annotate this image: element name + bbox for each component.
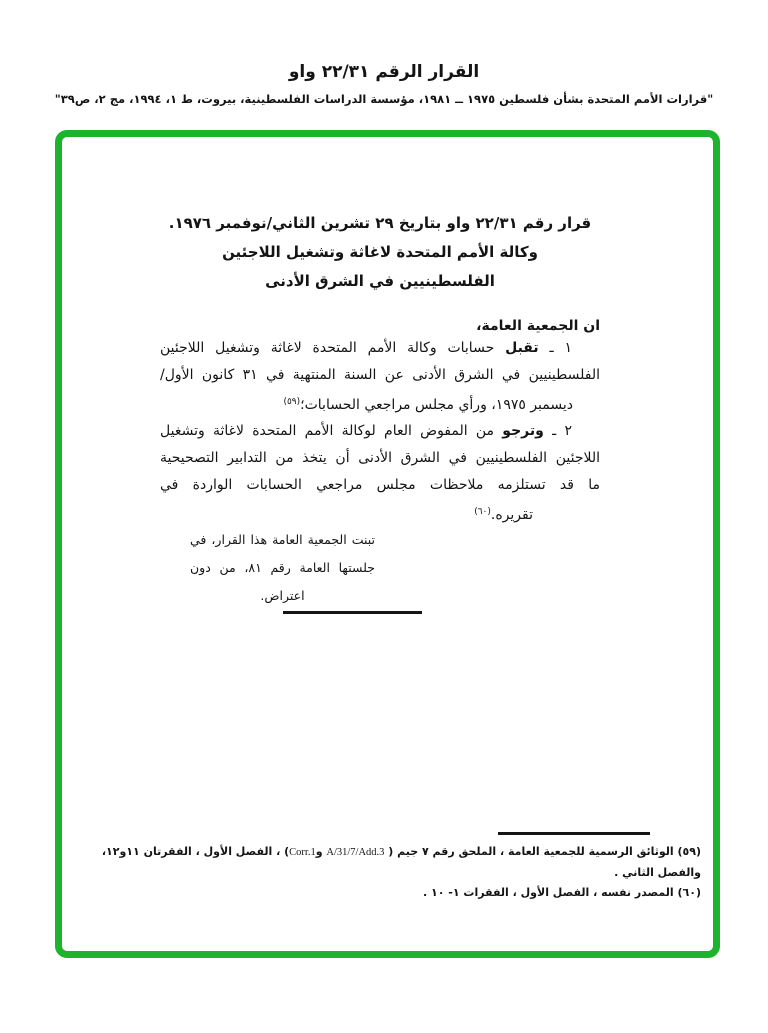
paragraph-1-number: ١ ـ xyxy=(538,340,572,356)
resolution-heading-line-2: وكالة الأمم المتحدة لاغاثة وتشغيل اللاجئين xyxy=(222,243,538,261)
resolution-heading xyxy=(160,209,600,296)
paragraph-2-line-4 xyxy=(160,499,600,529)
paragraph-1-keyword: تقبل xyxy=(505,340,539,356)
footnote-divider xyxy=(498,832,650,835)
footnotes xyxy=(64,842,701,903)
paragraph-1-line-1-text: حسابات وكالة الأمم المتحدة لاغاثة وتشغيل اللاجئين xyxy=(160,340,506,356)
content-end-divider xyxy=(283,611,422,614)
footnote-59 xyxy=(64,842,701,883)
preamble-text: ان الجمعية العامة، xyxy=(476,318,600,334)
adoption-note xyxy=(190,526,375,610)
resolution-heading-line-1: قرار رقم ٢٢/٣١ واو بتاريخ ٢٩ تشرين الثاني/نوفمبر ١٩٧٦. xyxy=(168,214,592,232)
paragraph-1-line-2: الفلسطينيين في الشرق الأدنى عن السنة المنتهية في ٣١ كانون الأول/ xyxy=(160,367,600,383)
footnote-59-corrigendum: Corr.1 xyxy=(289,847,316,858)
footnote-ref-60: (٦٠) xyxy=(474,507,491,517)
scanned-document-page xyxy=(62,137,713,951)
paragraph-1-line-3 xyxy=(160,389,600,419)
paragraph-2-line-1 xyxy=(160,418,600,445)
footnote-59-text-start: (٥٩) الوثائق الرسمية للجمعية العامة ، الملحق رقم ٧ جيم ( xyxy=(384,845,701,858)
footnote-59-doc-symbol: A/31/7/Add.3 xyxy=(326,847,385,858)
footnote-59-conjunction: و xyxy=(315,845,327,858)
footnote-60: (٦٠) المصدر نفسه ، الفصل الأول ، الفقرات ١- ١٠ . xyxy=(422,886,701,899)
adoption-line-1: تبنت الجمعية العامة هذا القرار، في xyxy=(190,532,375,547)
adoption-line-3: اعتراض. xyxy=(260,588,305,603)
footnote-59-text-end: ) ، الفصل الأول ، الفقرتان ١١و١٢، والفصل الثاني . xyxy=(101,845,701,879)
paragraph-2 xyxy=(160,418,600,529)
paragraph-2-line-2: اللاجئين الفلسطينيين في الشرق الأدنى أن يتخذ من التدابير التصحيحية xyxy=(160,450,600,466)
footnote-ref-59: (٥٩) xyxy=(283,397,301,407)
header-source-citation: "قرارات الأمم المتحدة بشأن فلسطين ١٩٧٥ ــ ١٩٨١، مؤسسة الدراسات الفلسطينية، بيروت، ط ١، ١٩٩٤، مج ٢، ص٣٩" xyxy=(54,92,714,106)
adoption-line-2: جلستها العامة رقم ٨١، من دون xyxy=(190,560,375,575)
paragraph-2-line-3: ما قد تستلزمه ملاحظات مجلس مراجعي الحسابات الواردة في xyxy=(160,477,600,493)
paragraph-2-line-1-text: من المفوض العام لوكالة الأمم المتحدة لاغاثة وتشغيل xyxy=(160,423,503,439)
paragraph-2-line-4-text: تقريره. xyxy=(490,507,533,523)
paragraph-1-line-3-text: ديسمبر ١٩٧٥، ورأي مجلس مراجعي الحسابات؛ xyxy=(300,397,573,413)
paragraph-1-line-1 xyxy=(160,335,600,362)
resolution-heading-line-3: الفلسطينيين في الشرق الأدنى xyxy=(265,272,495,290)
paragraph-2-number: ٢ ـ xyxy=(543,423,572,439)
header-title: القرار الرقم ٢٢/٣١ واو xyxy=(288,62,480,82)
paragraph-1 xyxy=(160,335,600,419)
paragraph-2-keyword: وترجو xyxy=(502,423,544,439)
